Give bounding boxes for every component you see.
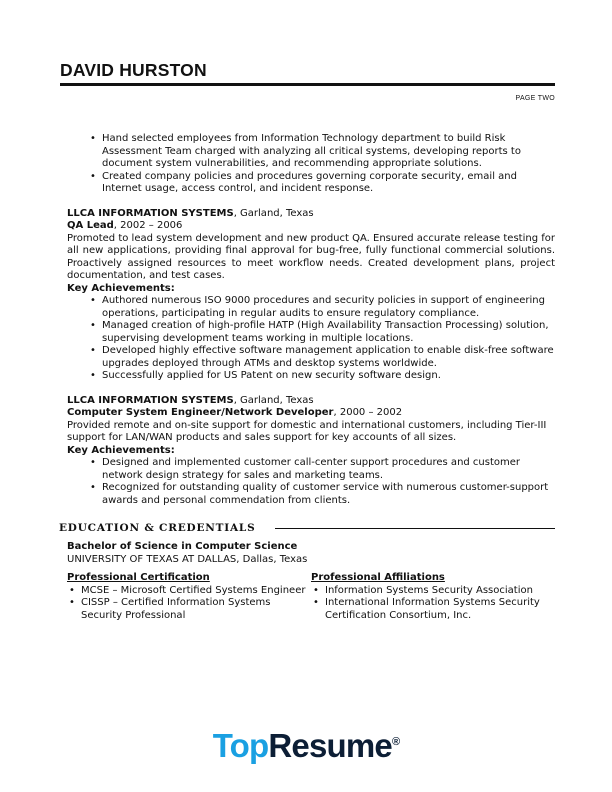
company-name: LLCA INFORMATION SYSTEMS <box>67 394 234 406</box>
bullet-icon: • <box>313 597 319 608</box>
job-entry <box>67 395 555 508</box>
bullet-item: • Designed and implemented customer call-center support procedures and customer network design strategy for sales and marketing teams. <box>90 457 521 481</box>
affiliations-list <box>311 585 555 623</box>
certification-title: Professional Certification <box>67 572 210 583</box>
school-line <box>67 554 555 567</box>
degree: Bachelor of Science in Computer Science <box>67 541 298 552</box>
bullet-item: • Created company policies and procedures governing corporate security, email and Internet usage, access control, and incident response. <box>90 170 517 194</box>
bullet-icon: • <box>90 370 96 381</box>
employer-line <box>67 395 555 408</box>
bullet-icon: • <box>90 170 96 182</box>
credentials-columns <box>67 572 555 622</box>
bullet-item: • Managed creation of high-profile HATP (High Availability Transaction Processing) solution, supervising development teams working in multiple locations. <box>90 320 549 344</box>
bullet-item: • Information Systems Security Association <box>313 584 533 596</box>
job-title-line <box>67 220 555 233</box>
job-summary: Promoted to lead system development and new product QA. Ensured accurate release testing for all new applications, providing final approval for bug-free, fully functional commercial solutions. Proactively assigned resources to meet workflow needs. Created development plans, project documentation, and test cases. <box>67 232 555 281</box>
resume-body <box>59 133 555 622</box>
bullet-icon: • <box>90 320 96 331</box>
company-name: LLCA INFORMATION SYSTEMS <box>67 207 234 219</box>
bullet-item: • Authored numerous ISO 9000 procedures and security policies in support of engineering operations, participating in regular audits to ensure regulatory compliance. <box>90 295 545 319</box>
bullet-icon: • <box>69 584 75 596</box>
header-divider <box>60 83 555 86</box>
employer-line <box>67 208 555 221</box>
affiliations-column <box>311 572 555 622</box>
school-location: , Dallas, Texas <box>236 553 308 565</box>
achievements-list <box>67 295 555 383</box>
achievements-label: Key Achievements: <box>67 282 175 294</box>
bullet-item: • Hand selected employees from Information Technology department to build Risk Assessment Team charged with analyzing all critical systems, developing reports to document system vulnerabilities, and recommending appropriate solutions. <box>90 133 521 169</box>
certification-list <box>67 585 311 623</box>
bullet-item: • Recognized for outstanding quality of customer service with numerous customer-support awards and personal commendation from clients. <box>90 482 549 506</box>
topresume-logo <box>0 722 612 766</box>
bullet-icon: • <box>90 482 96 493</box>
bullet-item: • International Information Systems Security Certification Consortium, Inc. <box>313 597 540 621</box>
job-title-line <box>67 407 555 420</box>
bullet-icon: • <box>90 457 96 468</box>
bullet-item: • Developed highly effective software management application to enable disk-free software upgrades deployed through ATMs and desktop systems worldwide. <box>90 345 554 369</box>
carryover-bullets <box>67 133 555 196</box>
bullet-icon: • <box>313 584 319 596</box>
affiliations-title: Professional Affiliations <box>311 572 445 583</box>
bullet-item: • Successfully applied for US Patent on new security software design. <box>90 370 441 381</box>
education-section-header <box>59 522 555 538</box>
logo-part-resume: Resume <box>268 727 392 764</box>
bullet-item: • CISSP – Certified Information Systems Security Professional <box>69 597 271 621</box>
certification-column <box>67 572 311 622</box>
bullet-icon: • <box>90 133 96 144</box>
candidate-name: DAVID HURSTON <box>60 60 207 80</box>
job-title: Computer System Engineer/Network Developer <box>67 407 334 418</box>
bullet-item: • MCSE – Microsoft Certified Systems Engineer <box>69 584 306 596</box>
job-title: QA Lead <box>67 220 114 231</box>
achievements-list <box>67 457 555 507</box>
school-name: UNIVERSITY OF TEXAS AT DALLAS <box>67 553 237 565</box>
page-label: PAGE TWO <box>515 95 555 102</box>
section-divider <box>275 528 555 529</box>
section-title: EDUCATION & CREDENTIALS <box>59 522 256 534</box>
company-location: , Garland, Texas <box>233 207 314 219</box>
registered-mark-icon: ® <box>391 736 400 748</box>
job-summary: Provided remote and on-site support for domestic and international customers, including Tier-III support for LAN/WAN products and sales support for key accounts of all sizes. <box>67 419 547 443</box>
bullet-icon: • <box>90 295 96 306</box>
job-dates: , 2002 – 2006 <box>113 220 183 231</box>
company-location: , Garland, Texas <box>233 394 314 406</box>
bullet-icon: • <box>69 597 75 608</box>
job-entry <box>67 208 555 383</box>
bullet-icon: • <box>90 345 96 356</box>
job-dates: , 2000 – 2002 <box>333 407 403 418</box>
logo-part-top: Top <box>212 727 269 764</box>
achievements-label: Key Achievements: <box>67 444 175 456</box>
